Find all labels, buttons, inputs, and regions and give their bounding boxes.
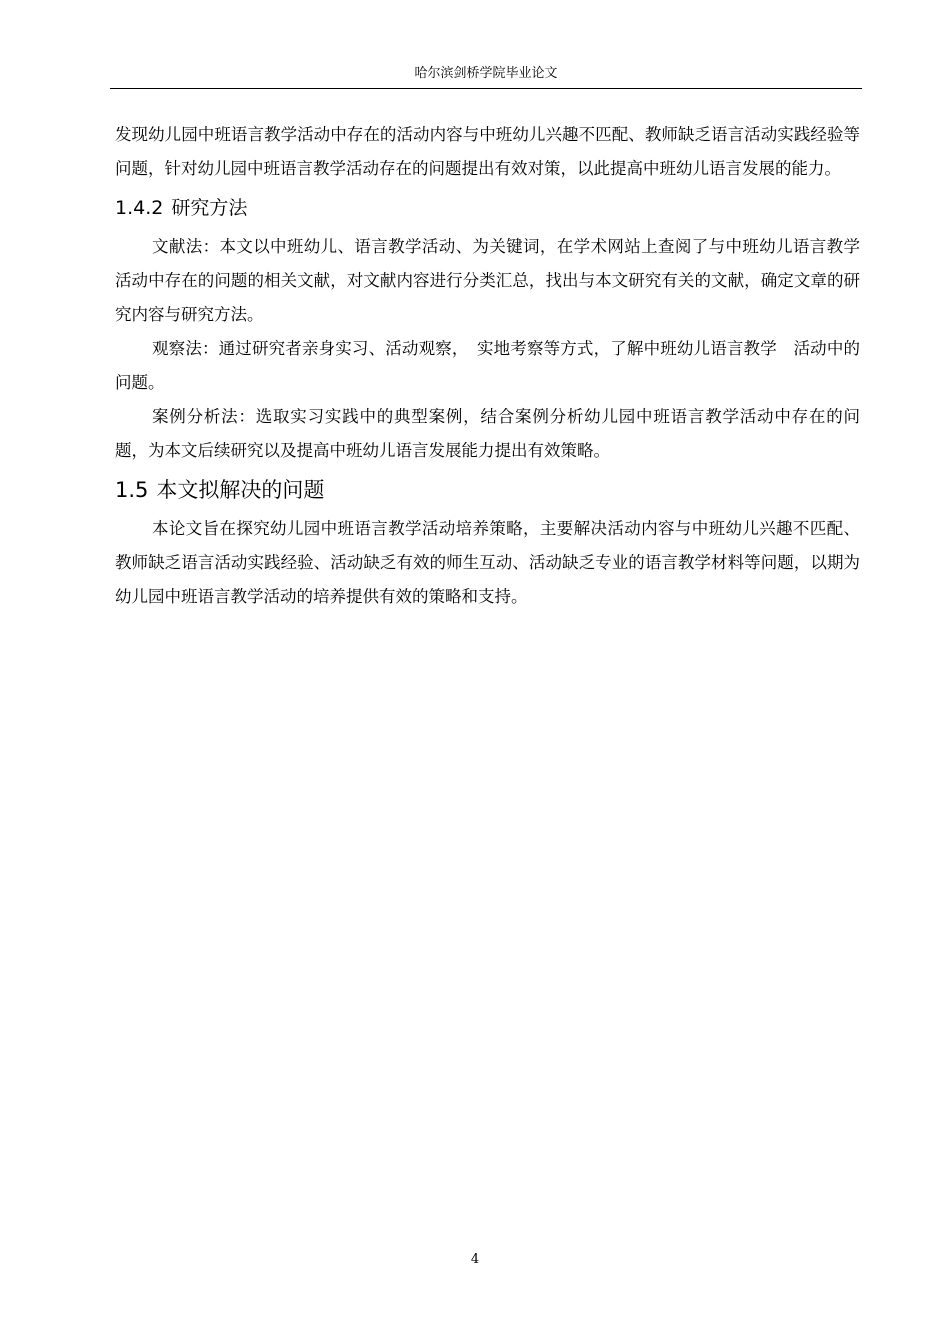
section-heading-1-4-2	[115, 186, 860, 230]
paragraph-observation-method: 观察法：通过研究者亲身实习、活动观察， 实地考察等方式，了解中班幼儿语言教学 活动中的问题。	[115, 339, 860, 392]
section-number: 1.5	[115, 478, 149, 502]
section-title: 研究方法	[171, 197, 248, 219]
intro-paragraph: 发现幼儿园中班语言教学活动中存在的活动内容与中班幼儿兴趣不匹配、教师缺乏语言活动实践经验等问题，针对幼儿园中班语言教学活动存在的问题提出有效对策，以此提高中班幼儿语言发展的能力。	[115, 125, 860, 178]
page-header: 哈尔滨剑桥学院毕业论文	[414, 66, 558, 81]
page-content	[115, 118, 860, 614]
header-divider	[110, 88, 862, 89]
paragraph-case-analysis-method: 案例分析法：选取实习实践中的典型案例，结合案例分析幼儿园中班语言教学活动中存在的问题，为本文后续研究以及提高中班幼儿语言发展能力提出有效策略。	[115, 407, 860, 460]
paragraph-problems-to-solve: 本论文旨在探究幼儿园中班语言教学活动培养策略，主要解决活动内容与中班幼儿兴趣不匹配、教师缺乏语言活动实践经验、活动缺乏有效的师生互动、活动缺乏专业的语言教学材料等问题，以期为幼儿园中班语言教学活动的培养提供有效的策略和支持。	[115, 519, 860, 606]
section-title: 本文拟解决的问题	[156, 478, 325, 502]
section-number: 1.4.2	[115, 197, 164, 219]
section-heading-1-5	[115, 468, 860, 512]
page-number: 4	[470, 1252, 480, 1267]
paragraph-literature-method: 文献法：本文以中班幼儿、语言教学活动、为关键词，在学术网站上查阅了与中班幼儿语言教学活动中存在的问题的相关文献，对文献内容进行分类汇总，找出与本文研究有关的文献，确定文章的研究内容与研究方法。	[115, 237, 860, 324]
